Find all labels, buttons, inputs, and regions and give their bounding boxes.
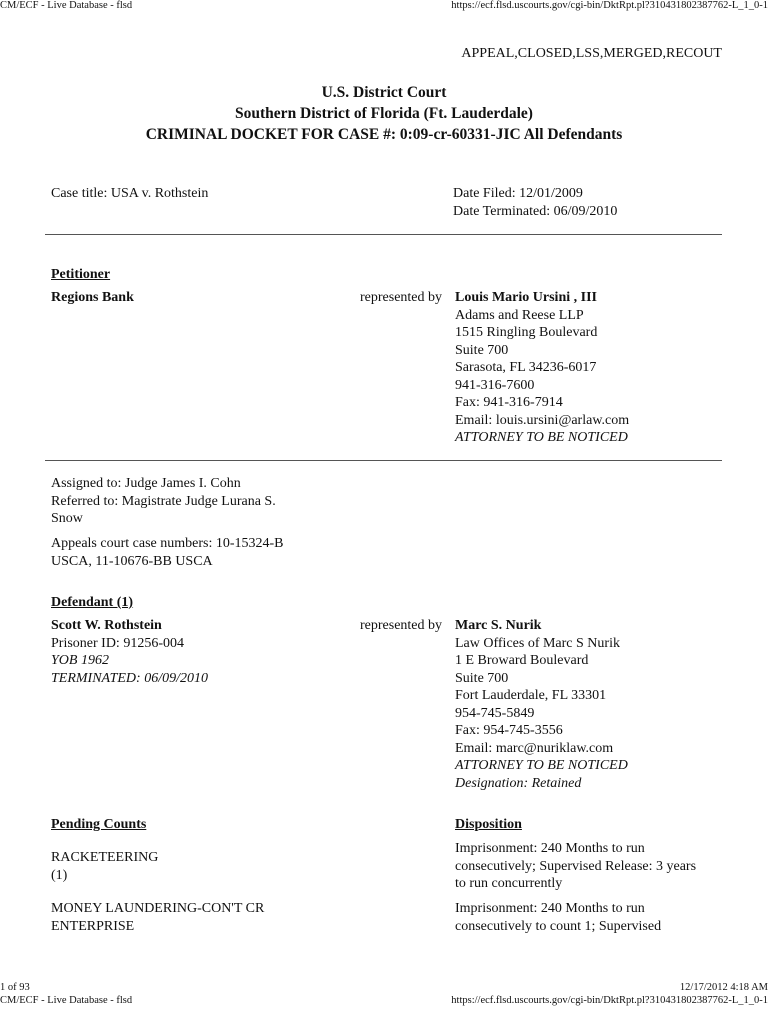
- referred-judge-cont: Snow: [51, 511, 83, 526]
- docket-title: CRIMINAL DOCKET FOR CASE #: 0:09-cr-60331-JIC All Defendants: [145, 126, 623, 143]
- appeals-numbers-cont: USCA, 11-10676-BB USCA: [51, 553, 213, 569]
- attorney-phone: 941-316-7600: [455, 377, 535, 393]
- print-footer-title: CM/ECF - Live Database - flsd: [0, 995, 133, 1006]
- count-item: [51, 849, 158, 884]
- attorney-name: Marc S. Nurik: [455, 618, 542, 633]
- disposition-line: Imprisonment: 240 Months to run: [455, 841, 645, 856]
- court-name: U.S. District Court: [321, 84, 447, 101]
- represented-by-label: represented by: [360, 290, 443, 305]
- defendant-name: Scott W. Rothstein: [51, 618, 162, 633]
- pending-counts-heading: Pending Counts: [51, 817, 147, 832]
- attorney-notice: ATTORNEY TO BE NOTICED: [455, 430, 628, 445]
- prisoner-id: Prisoner ID: 91256-004: [51, 635, 184, 651]
- attorney-suite: Suite 700: [455, 670, 509, 686]
- attorney-designation: Designation: Retained: [455, 775, 582, 791]
- attorney-street: 1515 Ringling Boulevard: [455, 325, 598, 340]
- attorney-suite: Suite 700: [455, 342, 509, 358]
- petitioner-name: Regions Bank: [51, 290, 134, 305]
- petitioner-attorney-block: [455, 289, 629, 447]
- count-item: [51, 900, 264, 935]
- district-name: Southern District of Florida (Ft. Lauderdale): [235, 105, 533, 122]
- case-title: Case title: USA v. Rothstein: [51, 186, 209, 201]
- referred-judge: Referred to: Magistrate Judge Lurana S.: [51, 493, 276, 509]
- attorney-email[interactable]: Email: louis.ursini@arlaw.com: [455, 412, 630, 428]
- defendant-yob: YOB 1962: [51, 653, 109, 668]
- defendant-block: [51, 617, 208, 687]
- count-offense: MONEY LAUNDERING-CON'T CR: [51, 901, 265, 916]
- disposition-line: consecutively; Supervised Release: 3 years: [455, 858, 697, 874]
- print-header-url[interactable]: https://ecf.flsd.uscourts.gov/cgi-bin/DktRpt.pl?310431802387762-L_1_0-1: [451, 0, 768, 11]
- defendant-terminated: TERMINATED: 06/09/2010: [51, 670, 208, 686]
- count-disposition: [455, 840, 696, 893]
- divider: [45, 234, 722, 235]
- attorney-firm: Law Offices of Marc S Nurik: [455, 635, 620, 651]
- date-terminated: Date Terminated: 06/09/2010: [453, 204, 618, 219]
- case-flags: APPEAL,CLOSED,LSS,MERGED,RECOUT: [461, 46, 722, 61]
- attorney-notice: ATTORNEY TO BE NOTICED: [455, 758, 628, 773]
- attorney-phone: 954-745-5849: [455, 705, 535, 721]
- attorney-street: 1 E Broward Boulevard: [455, 653, 589, 668]
- disposition-line: to run concurrently: [455, 876, 563, 891]
- appeals-numbers: Appeals court case numbers: 10-15324-B: [51, 536, 284, 551]
- count-number: (1): [51, 867, 68, 883]
- appeals-block: [51, 535, 284, 570]
- defendant-heading: Defendant (1): [51, 595, 134, 610]
- divider: [45, 460, 722, 461]
- attorney-email[interactable]: Email: marc@nuriklaw.com: [455, 740, 614, 756]
- assigned-judge: Assigned to: Judge James I. Cohn: [51, 476, 241, 491]
- count-offense-cont: ENTERPRISE: [51, 918, 135, 934]
- attorney-fax: Fax: 954-745-3556: [455, 723, 563, 738]
- attorney-name: Louis Mario Ursini , III: [455, 290, 597, 305]
- print-footer-url[interactable]: https://ecf.flsd.uscourts.gov/cgi-bin/DktRpt.pl?310431802387762-L_1_0-1: [451, 995, 768, 1006]
- represented-by-label: represented by: [360, 618, 443, 633]
- date-filed: Date Filed: 12/01/2009: [453, 186, 583, 201]
- disposition-line: Imprisonment: 240 Months to run: [455, 901, 645, 916]
- disposition-line: consecutively to count 1; Supervised: [455, 918, 662, 934]
- assignment-block: [51, 475, 276, 528]
- page-count: 1 of 93: [0, 982, 30, 993]
- attorney-fax: Fax: 941-316-7914: [455, 395, 563, 410]
- attorney-city: Sarasota, FL 34236-6017: [455, 360, 597, 375]
- print-header-title: CM/ECF - Live Database - flsd: [0, 0, 133, 11]
- count-disposition: [455, 900, 661, 935]
- count-offense: RACKETEERING: [51, 850, 159, 865]
- print-datetime: 12/17/2012 4:18 AM: [679, 982, 768, 993]
- petitioner-heading: Petitioner: [51, 267, 111, 282]
- disposition-heading: Disposition: [455, 817, 522, 832]
- attorney-firm: Adams and Reese LLP: [455, 307, 584, 323]
- defendant-attorney-block: [455, 617, 628, 792]
- attorney-city: Fort Lauderdale, FL 33301: [455, 688, 607, 703]
